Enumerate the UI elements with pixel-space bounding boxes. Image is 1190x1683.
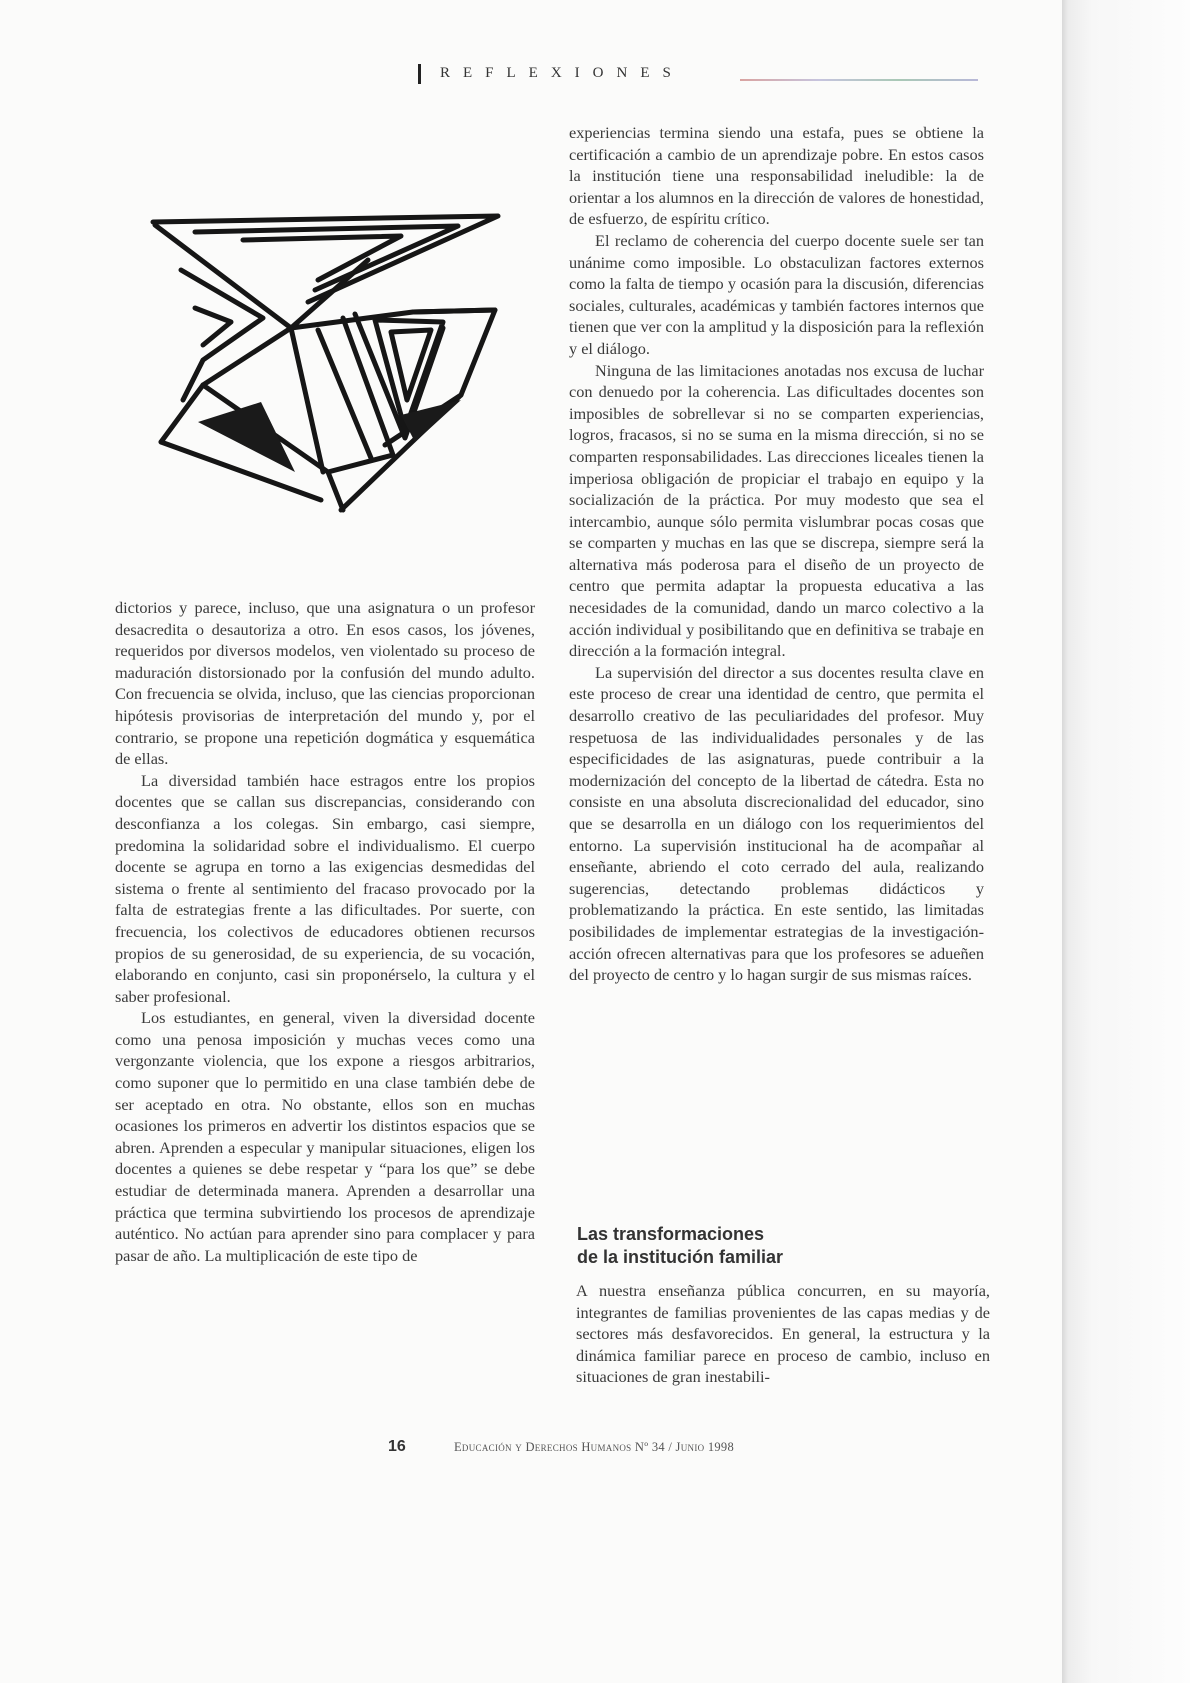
body-paragraph: experiencias termina siendo una estafa, pues se obtiene la certificación a cambio de un aprendizaje pobre. En estos casos la institución tiene una responsabilidad ineludible: la de orientar a los alumnos en la dirección de valores de honestidad, de esfuerzo, de espíritu crítico. [569, 123, 984, 229]
body-paragraph: dictorios y parece, incluso, que una asignatura o un profesor desacredita o desautoriza a otro. En esos casos, los jóvenes, requeridos por diversos modelos, ven violentado su proceso de maduración distorsionado por la confusión del mundo adulto. Con frecuencia se olvida, incluso, que las ciencias proporcionan hipótesis provisorias de interpretación del mundo y, por el contrario, se propone una repetición dogmática y esquemática de ellas. [115, 598, 535, 769]
page-edge-shadow [1062, 0, 1190, 1683]
page-number: 16 [388, 1438, 406, 1455]
body-paragraph: El reclamo de coherencia del cuerpo docente suele ser tan unánime como imposible. Lo obstaculizan factores externos como la falta de tiempo y ocasión para la discusión, diferencias sociales, culturales, académicas y también factores internos que tienen que ver con la amplitud y la disposición para la reflexión y el diálogo. [569, 230, 984, 358]
right-column-continued [576, 1280, 990, 1388]
journal-citation: Educación y Derechos Humanos Nº 34 / Junio 1998 [454, 1440, 735, 1454]
header-bar [418, 64, 421, 84]
body-paragraph: A nuestra enseñanza pública concurren, en su mayoría, integrantes de familias provenientes de las capas medias y de sectores más desfavorecidos. En general, la estructura y la dinámica familiar parece en proceso de cambio, incluso en situaciones de gran inestabili- [576, 1281, 990, 1387]
page-footer [388, 1438, 908, 1458]
header-rule [740, 79, 978, 81]
section-title: REFLEXIONES [440, 65, 684, 81]
body-paragraph: Los estudiantes, en general, viven la diversidad docente como una penosa imposición y muchas veces como una vergonzante violencia, que los expone a riesgos arbitrarios, como suponer que lo permitido en una clase también debe de ser aceptado en otra. No obstante, ellos son en muchas ocasiones los primeros en advertir los distintos espacios que se abren. Aprenden a especular y manipular situaciones, eligen los docentes a quienes se debe respetar y “para los que” se debe estudiar de determinada manera. Aprenden a desarrollar una práctica que termina subvirtiendo los procesos de aprendizaje auténtico. No actúan para aprender sino para complacer y para pasar de año. La multiplicación de este tipo de [115, 1008, 535, 1265]
left-column [115, 597, 535, 1266]
right-column [569, 122, 984, 986]
body-paragraph: Ninguna de las limitaciones anotadas nos excusa de luchar con denuedo por la coherencia. Las dificultades docentes son imposibles de sobrellevar si no se comparten experiencias, logros, fracasos, si no se suma en la misma dirección, si no se comparten responsabilidades. Las direcciones liceales tienen la imperiosa obligación de propiciar el trabajo en equipo y la socialización de la práctica. Por muy modesto que sea el intercambio, aunque sólo permita vislumbrar pocas cosas que se comparten y muchas en las que se discrepa, siempre será la alternativa más poderosa para el diseño de un proyecto de centro que permita adaptar la propuesta educativa a las necesidades de la comunidad, dando un marco colectivo a la acción individual y posibilitando que en definitiva se trabaje en dirección a la formación integral. [569, 360, 984, 661]
subsection-heading-line: de la institución familiar [577, 1247, 784, 1267]
geometric-abstract-drawing-icon [143, 210, 508, 515]
body-paragraph: La supervisión del director a sus docentes resulta clave en este proceso de crear una identidad de centro, que permita el desarrollo creativo de las peculiaridades del profesor. Muy respetuosa de las individualidades personales y de las especificidades de las asignaturas, puede contribuir a la modernización del concepto de la libertad de cátedra. Esta no consiste en una absoluta discrecionalidad del educador, sino que se desarrolla en un diálogo con los requerimientos del entorno. La supervisión institucional ha de acompañar al enseñante, abriendo el coto cerrado del aula, realizando sugerencias, detectando problemas didácticos y problematizando la práctica. En este sentido, las limitadas posibilidades de implementar estrategias de la investigación-acción ofrecen alternativas para que los profesores se adueñen del proyecto de centro y lo hagan surgir de sus mismas raíces. [569, 662, 984, 985]
body-paragraph: La diversidad también hace estragos entre los propios docentes que se callan sus discrepancias, considerando con desconfianza a los colegas. Sin embargo, casi siempre, predomina la solidaridad sobre el individualismo. El cuerpo docente se agrupa en torno a las exigencias desmedidas del sistema o frente al sentimiento del fracaso provocado por la falta de estrategias frente a las dificultades. Por suerte, con frecuencia, los colectivos de educadores obtienen recursos propios de su generosidad, de su experiencia, de su vocación, elaborando en conjunto, casi sin proponérselo, la cultura y el saber profesional. [115, 770, 535, 1006]
subsection-heading [577, 1223, 977, 1269]
subsection-heading-line: Las transformaciones [577, 1224, 765, 1244]
section-header [418, 62, 978, 86]
